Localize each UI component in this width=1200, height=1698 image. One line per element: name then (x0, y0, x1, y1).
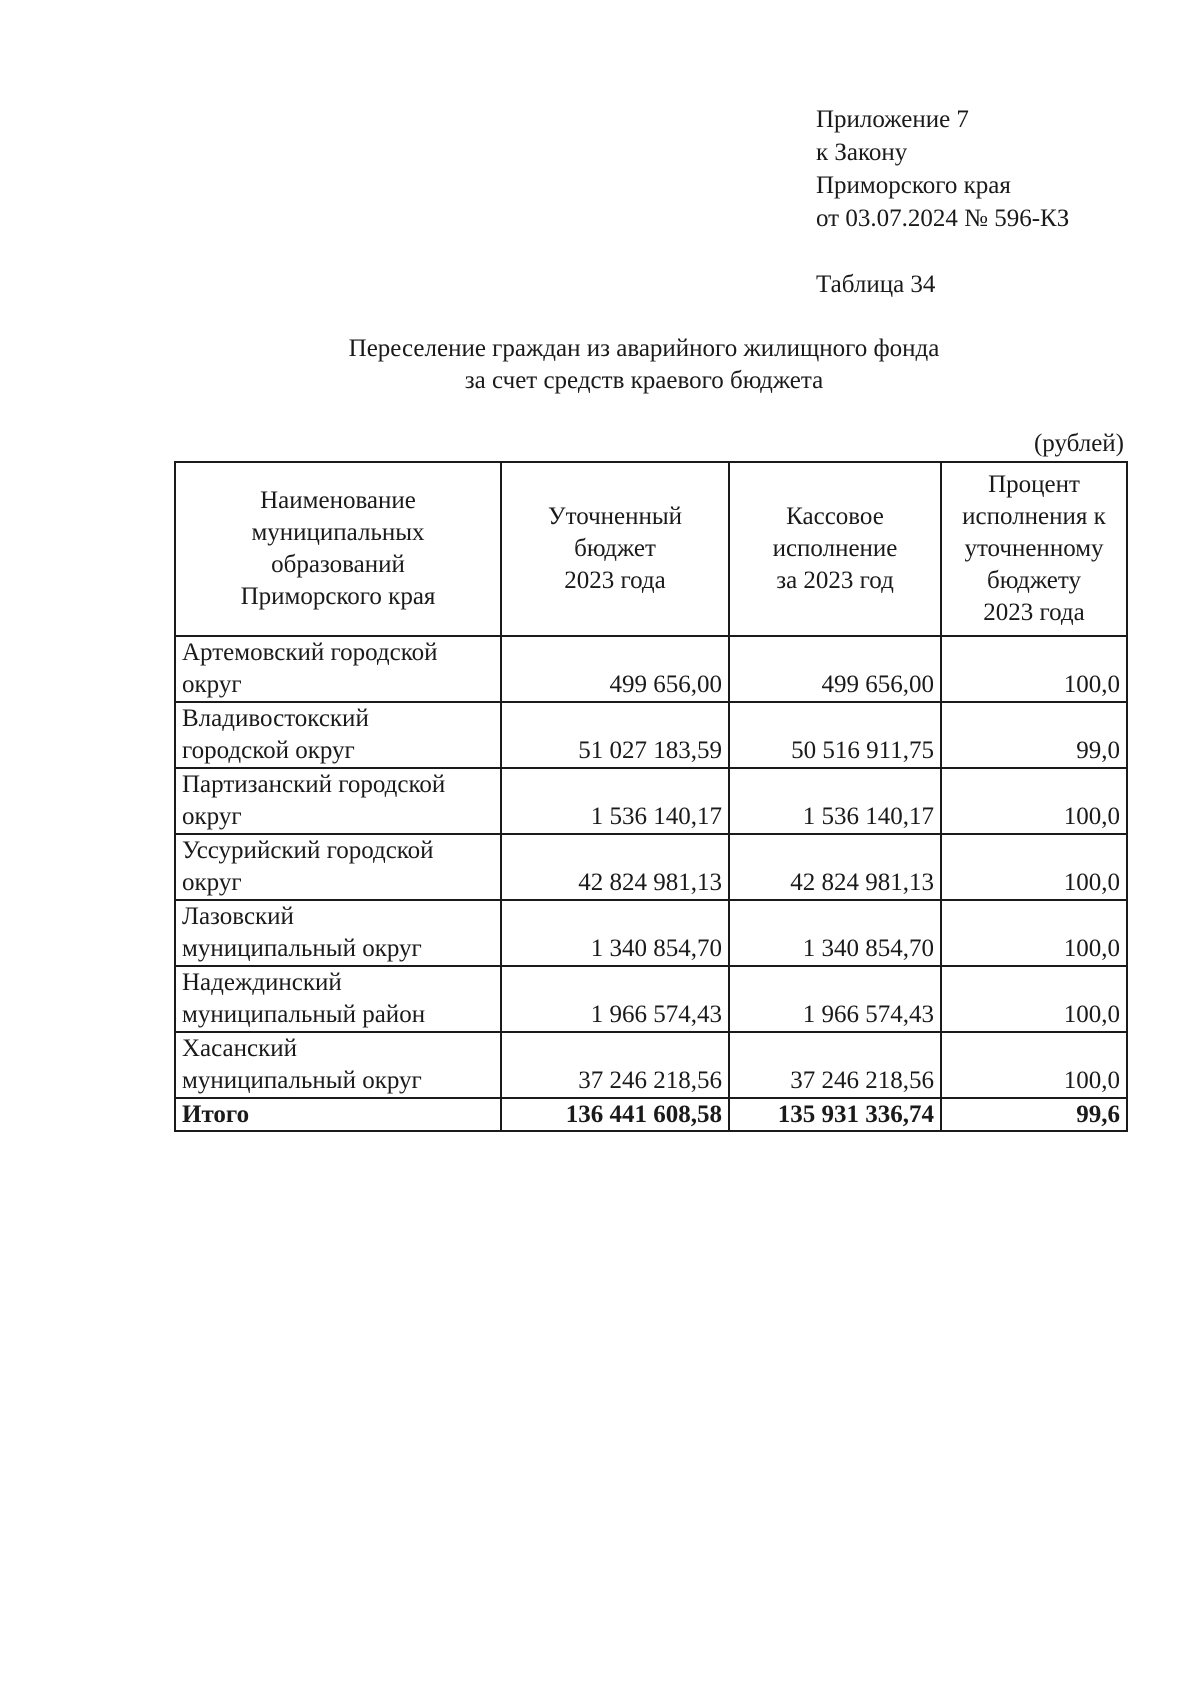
appendix-line: Приморского края (816, 172, 1011, 199)
percent-cell: 100,0 (941, 636, 1127, 702)
execution-cell: 37 246 218,56 (729, 1032, 941, 1098)
appendix-line: к Закону (816, 139, 908, 166)
header-line: исполнение (772, 535, 898, 562)
municipality-name-line: муниципальный округ (182, 935, 422, 962)
municipality-name-line: Лазовский (182, 903, 294, 930)
title-line: Переселение граждан из аварийного жилищного фонда (348, 335, 940, 362)
table-row (175, 900, 1127, 966)
table-row (175, 1032, 1127, 1098)
appendix-reference (816, 103, 1069, 235)
header-execution (729, 462, 941, 636)
header-line: муниципальных (251, 519, 425, 546)
total-budget-cell: 136 441 608,58 (501, 1098, 729, 1131)
header-line: Наименование (260, 487, 416, 514)
municipality-name-line: Владивостокский (182, 705, 369, 732)
percent-cell: 100,0 (941, 834, 1127, 900)
header-percent (941, 462, 1127, 636)
table-row (175, 702, 1127, 768)
table-row (175, 966, 1127, 1032)
municipality-name-line: Уссурийский городской (182, 837, 434, 864)
execution-cell: 499 656,00 (729, 636, 941, 702)
municipality-cell (175, 702, 501, 768)
appendix-line: Приложение 7 (816, 106, 969, 133)
total-label: Итого (175, 1098, 501, 1131)
municipality-cell (175, 636, 501, 702)
header-line: 2023 года (983, 599, 1085, 626)
header-line: образований (271, 551, 405, 578)
budget-cell: 1 536 140,17 (501, 768, 729, 834)
municipality-cell (175, 768, 501, 834)
header-budget (501, 462, 729, 636)
municipality-name-line: округ (182, 869, 242, 896)
municipality-cell (175, 1032, 501, 1098)
municipality-name-line: муниципальный район (182, 1001, 426, 1028)
percent-cell: 100,0 (941, 966, 1127, 1032)
header-line: Процент (988, 471, 1080, 498)
municipality-name-line: Партизанский городской (182, 771, 446, 798)
municipality-name-line: округ (182, 803, 242, 830)
header-line: 2023 года (564, 567, 666, 594)
municipality-name-line: городской округ (182, 737, 355, 764)
total-row (175, 1098, 1127, 1131)
header-line: за 2023 год (776, 567, 894, 594)
municipality-name-line: Надеждинский (182, 969, 342, 996)
header-line: Приморского края (240, 583, 436, 610)
percent-cell: 100,0 (941, 768, 1127, 834)
table-number: Таблица 34 (816, 271, 936, 298)
execution-cell: 1 536 140,17 (729, 768, 941, 834)
header-line: Кассовое (786, 503, 884, 530)
table-row (175, 636, 1127, 702)
header-line: бюджет (574, 535, 656, 562)
municipality-cell (175, 900, 501, 966)
budget-cell: 499 656,00 (501, 636, 729, 702)
header-line: бюджету (987, 567, 1081, 594)
table-header-row (175, 462, 1127, 636)
execution-cell: 50 516 911,75 (729, 702, 941, 768)
table-row (175, 768, 1127, 834)
total-percent-cell: 99,6 (941, 1098, 1127, 1131)
header-municipality (175, 462, 501, 636)
percent-cell: 100,0 (941, 1032, 1127, 1098)
total-execution-cell: 135 931 336,74 (729, 1098, 941, 1131)
execution-cell: 1 340 854,70 (729, 900, 941, 966)
execution-cell: 1 966 574,43 (729, 966, 941, 1032)
percent-cell: 99,0 (941, 702, 1127, 768)
budget-cell: 37 246 218,56 (501, 1032, 729, 1098)
budget-cell: 1 966 574,43 (501, 966, 729, 1032)
municipality-name-line: Артемовский городской (182, 639, 438, 666)
appendix-line: от 03.07.2024 № 596-КЗ (816, 205, 1070, 232)
municipality-cell (175, 966, 501, 1032)
budget-table (174, 461, 1128, 1132)
units-label: (рублей) (1033, 430, 1124, 457)
document-title (174, 333, 1114, 397)
header-line: исполнения к (962, 503, 1106, 530)
budget-cell: 51 027 183,59 (501, 702, 729, 768)
header-line: Уточненный (547, 503, 683, 530)
percent-cell: 100,0 (941, 900, 1127, 966)
budget-cell: 1 340 854,70 (501, 900, 729, 966)
municipality-name-line: муниципальный округ (182, 1067, 422, 1094)
budget-cell: 42 824 981,13 (501, 834, 729, 900)
header-line: уточненному (964, 535, 1104, 562)
municipality-name-line: Хасанский (182, 1035, 298, 1062)
table-row (175, 834, 1127, 900)
municipality-cell (175, 834, 501, 900)
municipality-name-line: округ (182, 671, 242, 698)
title-line: за счет средств краевого бюджета (464, 367, 824, 394)
execution-cell: 42 824 981,13 (729, 834, 941, 900)
